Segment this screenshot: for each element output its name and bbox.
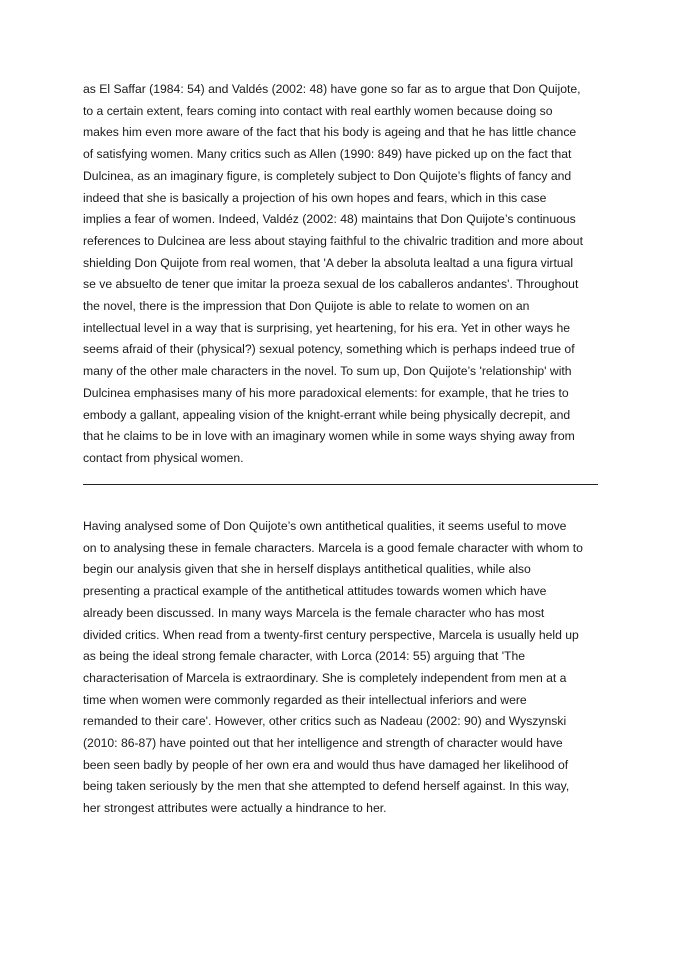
text-line: presenting a practical example of the antithetical attitudes towards women which have [83,584,547,599]
paragraph-don-quijote-dulcinea [83,79,603,470]
text-line: se ve absuelto de tener que imitar la proeza sexual de los caballeros andantes'. Throughout [83,277,579,292]
text-line: indeed that she is basically a projection of his own hopes and fears, which in this case [83,190,547,205]
text-line: embody a gallant, appealing vision of the knight-errant while being physically decrepit, and [83,407,571,422]
text-line: many of the other male characters in the novel. To sum up, Don Quijote’s 'relationship' with [83,364,572,379]
text-line: remanded to their care'. However, other critics such as Nadeau (2002: 90) and Wyszynski [83,714,567,729]
text-line: of satisfying women. Many critics such as Allen (1990: 849) have picked up on the fact that [83,147,572,162]
text-line: begin our analysis given that she in herself displays antithetical qualities, while also [83,562,531,577]
text-line: shielding Don Quijote from real women, that 'A deber la absoluta lealtad a una figura virtual [83,255,574,270]
text-line: her strongest attributes were actually a hindrance to her. [83,801,387,816]
text-line: on to analysing these in female characters. Marcela is a good female character with whom to [83,540,583,555]
text-line: already been discussed. In many ways Marcela is the female character who has most [83,605,545,620]
text-line: contact from physical women. [83,450,244,465]
text-line: divided critics. When read from a twenty-first century perspective, Marcela is usually held up [83,627,579,642]
section-divider [83,484,598,485]
text-line: the novel, there is the impression that Don Quijote is able to relate to women on an [83,299,530,314]
text-line: (2010: 86-87) have pointed out that her intelligence and strength of character would have [83,736,563,751]
text-line: characterisation of Marcela is extraordinary. She is completely independent from men at a [83,670,567,685]
text-line: Having analysed some of Don Quijote’s own antithetical qualities, it seems useful to move [83,519,567,533]
text-line: implies a fear of women. Indeed, Valdéz (2002: 48) maintains that Don Quijote’s continuous [83,212,576,227]
text-line: seems afraid of their (physical?) sexual potency, something which is perhaps indeed true of [83,342,575,357]
paragraph-marcela [83,516,603,820]
text-line: makes him even more aware of the fact that his body is ageing and that he has little chance [83,125,577,140]
text-line: time when women were commonly regarded as their intellectual inferiors and were [83,692,527,707]
text-line: been seen badly by people of her own era and would thus have damaged her likelihood of [83,757,569,772]
text-line: Dulcinea, as an imaginary figure, is completely subject to Don Quijote’s flights of fancy and [83,168,572,183]
text-line: intellectual level in a way that is surprising, yet heartening, for his era. Yet in other ways he [83,320,571,335]
text-line: to a certain extent, fears coming into contact with real earthly women because doing so [83,103,553,118]
text-line: references to Dulcinea are less about staying faithful to the chivalric tradition and more about [83,233,583,248]
text-line: Dulcinea emphasises many of his more paradoxical elements: for example, that he tries to [83,385,569,400]
text-line: that he claims to be in love with an imaginary women while in some ways shying away from [83,429,575,444]
text-line: as El Saffar (1984: 54) and Valdés (2002: 48) have gone so far as to argue that Don Quijote, [83,82,581,96]
text-line: being taken seriously by the men that she attempted to defend herself against. In this way, [83,779,570,794]
text-line: as being the ideal strong female character, with Lorca (2014: 55) arguing that 'The [83,649,526,664]
